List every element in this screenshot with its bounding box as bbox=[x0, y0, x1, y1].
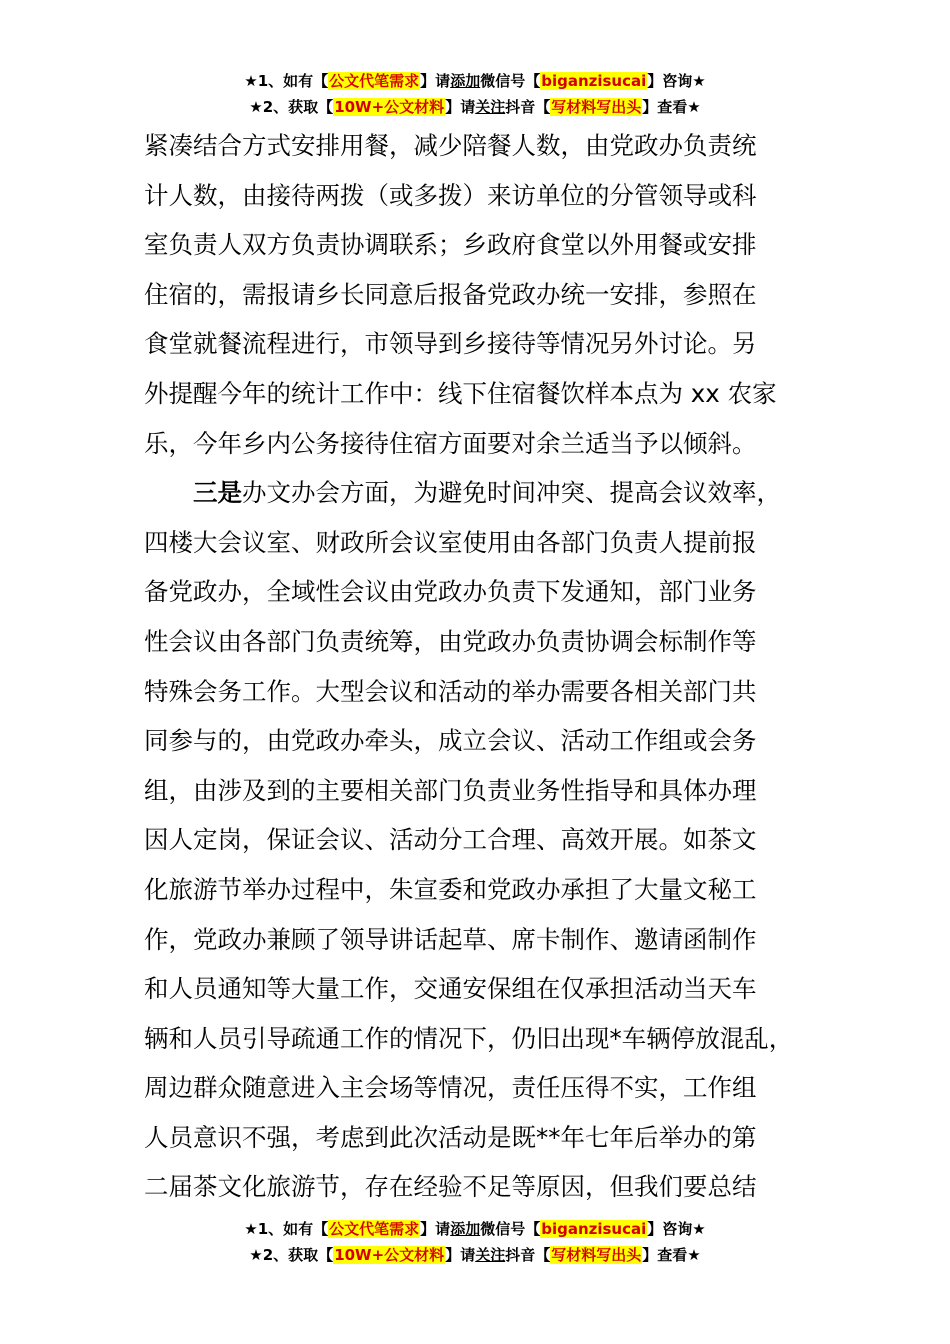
banner-highlight: 10W+公文材料 bbox=[334, 1246, 445, 1264]
body-line: 备党政办，全域性会议由党政办负责下发通知，部门业务 bbox=[144, 577, 757, 607]
banner-text: 】咨询★ bbox=[647, 1220, 706, 1238]
banner-highlight: 写材料写出头 bbox=[551, 1246, 642, 1264]
body-line: 外提醒今年的统计工作中：线下住宿餐饮样本点为 xx 农家 bbox=[144, 378, 777, 408]
banner-text: 微信号【 bbox=[480, 72, 541, 90]
body-line: 室负责人双方负责协调联系；乡政府食堂以外用餐或安排 bbox=[144, 230, 757, 260]
banner-text: 】咨询★ bbox=[647, 72, 706, 90]
banner-text: 】请 bbox=[445, 98, 476, 116]
banner-underline: 添加 bbox=[450, 1220, 481, 1238]
banner-text: ★1、如有【 bbox=[244, 1220, 329, 1238]
body-line: 特殊会务工作。大型会议和活动的举办需要各相关部门共 bbox=[144, 676, 757, 706]
banner-line-2 bbox=[0, 94, 950, 120]
body-line: 化旅游节举办过程中，朱宣委和党政办承担了大量文秘工 bbox=[144, 874, 757, 904]
banner-text: 】查看★ bbox=[642, 98, 701, 116]
banner-text: 微信号【 bbox=[480, 1220, 541, 1238]
body-line: 人员意识不强，考虑到此次活动是既**年七年后举办的第 bbox=[144, 1122, 757, 1152]
paragraph-lead-text: 办文办会方面，为避免时间冲突、提高会议效率， bbox=[242, 478, 781, 508]
body-line: 作，党政办兼顾了领导讲话起草、席卡制作、邀请函制作 bbox=[144, 924, 757, 954]
banner-text: 抖音【 bbox=[505, 98, 551, 116]
banner-text: ★2、获取【 bbox=[249, 1246, 334, 1264]
banner-text: 】请 bbox=[445, 1246, 476, 1264]
banner-line-1 bbox=[0, 68, 950, 94]
banner-highlight: biganzisucai bbox=[541, 1220, 647, 1238]
banner-highlight: 写材料写出头 bbox=[551, 98, 642, 116]
banner-highlight: 公文代笔需求 bbox=[329, 1220, 420, 1238]
body-line: 组，由涉及到的主要相关部门负责业务性指导和具体办理 bbox=[144, 775, 757, 805]
body-line: 性会议由各部门负责统筹，由党政办负责协调会标制作等 bbox=[144, 626, 757, 656]
banner-text: 】查看★ bbox=[642, 1246, 701, 1264]
banner-line-1 bbox=[0, 1216, 950, 1242]
banner-underline: 关注 bbox=[475, 1246, 506, 1264]
banner-highlight: 公文代笔需求 bbox=[329, 72, 420, 90]
body-line: 和人员通知等大量工作，交通安保组在仅承担活动当天车 bbox=[144, 974, 757, 1004]
banner-underline: 添加 bbox=[450, 72, 481, 90]
body-line: 住宿的，需报请乡长同意后报备党政办统一安排，参照在 bbox=[144, 279, 757, 309]
body-line: 周边群众随意进入主会场等情况，责任压得不实，工作组 bbox=[144, 1073, 757, 1103]
banner-text: ★1、如有【 bbox=[244, 72, 329, 90]
banner-highlight: 10W+公文材料 bbox=[334, 98, 445, 116]
banner-text: 】请 bbox=[420, 72, 451, 90]
body-line: 计人数，由接待两拨（或多拨）来访单位的分管领导或科 bbox=[144, 180, 757, 210]
banner-line-2 bbox=[0, 1242, 950, 1268]
document-body bbox=[144, 121, 824, 1212]
paragraph-lead: 三是 bbox=[193, 478, 242, 508]
paragraph-lead-line bbox=[144, 468, 824, 518]
body-line: 四楼大会议室、财政所会议室使用由各部门负责人提前报 bbox=[144, 527, 757, 557]
body-line: 紧凑结合方式安排用餐，减少陪餐人数，由党政办负责统 bbox=[144, 131, 757, 160]
body-line: 辆和人员引导疏通工作的情况下，仍旧出现*车辆停放混乱， bbox=[144, 1023, 794, 1053]
body-line: 同参与的，由党政办牵头，成立会议、活动工作组或会务 bbox=[144, 726, 757, 756]
body-line: 乐，今年乡内公务接待住宿方面要对余兰适当予以倾斜。 bbox=[144, 428, 757, 458]
banner-highlight: biganzisucai bbox=[541, 72, 647, 90]
body-line: 食堂就餐流程进行，市领导到乡接待等情况另外讨论。另 bbox=[144, 329, 757, 359]
banner-underline: 关注 bbox=[475, 98, 506, 116]
header-banner bbox=[0, 68, 950, 120]
body-line: 二届茶文化旅游节，存在经验不足等原因，但我们要总结 bbox=[144, 1172, 757, 1202]
banner-text: 】请 bbox=[420, 1220, 451, 1238]
body-line: 因人定岗，保证会议、活动分工合理、高效开展。如茶文 bbox=[144, 825, 757, 855]
footer-banner bbox=[0, 1216, 950, 1268]
banner-text: ★2、获取【 bbox=[249, 98, 334, 116]
banner-text: 抖音【 bbox=[505, 1246, 551, 1264]
